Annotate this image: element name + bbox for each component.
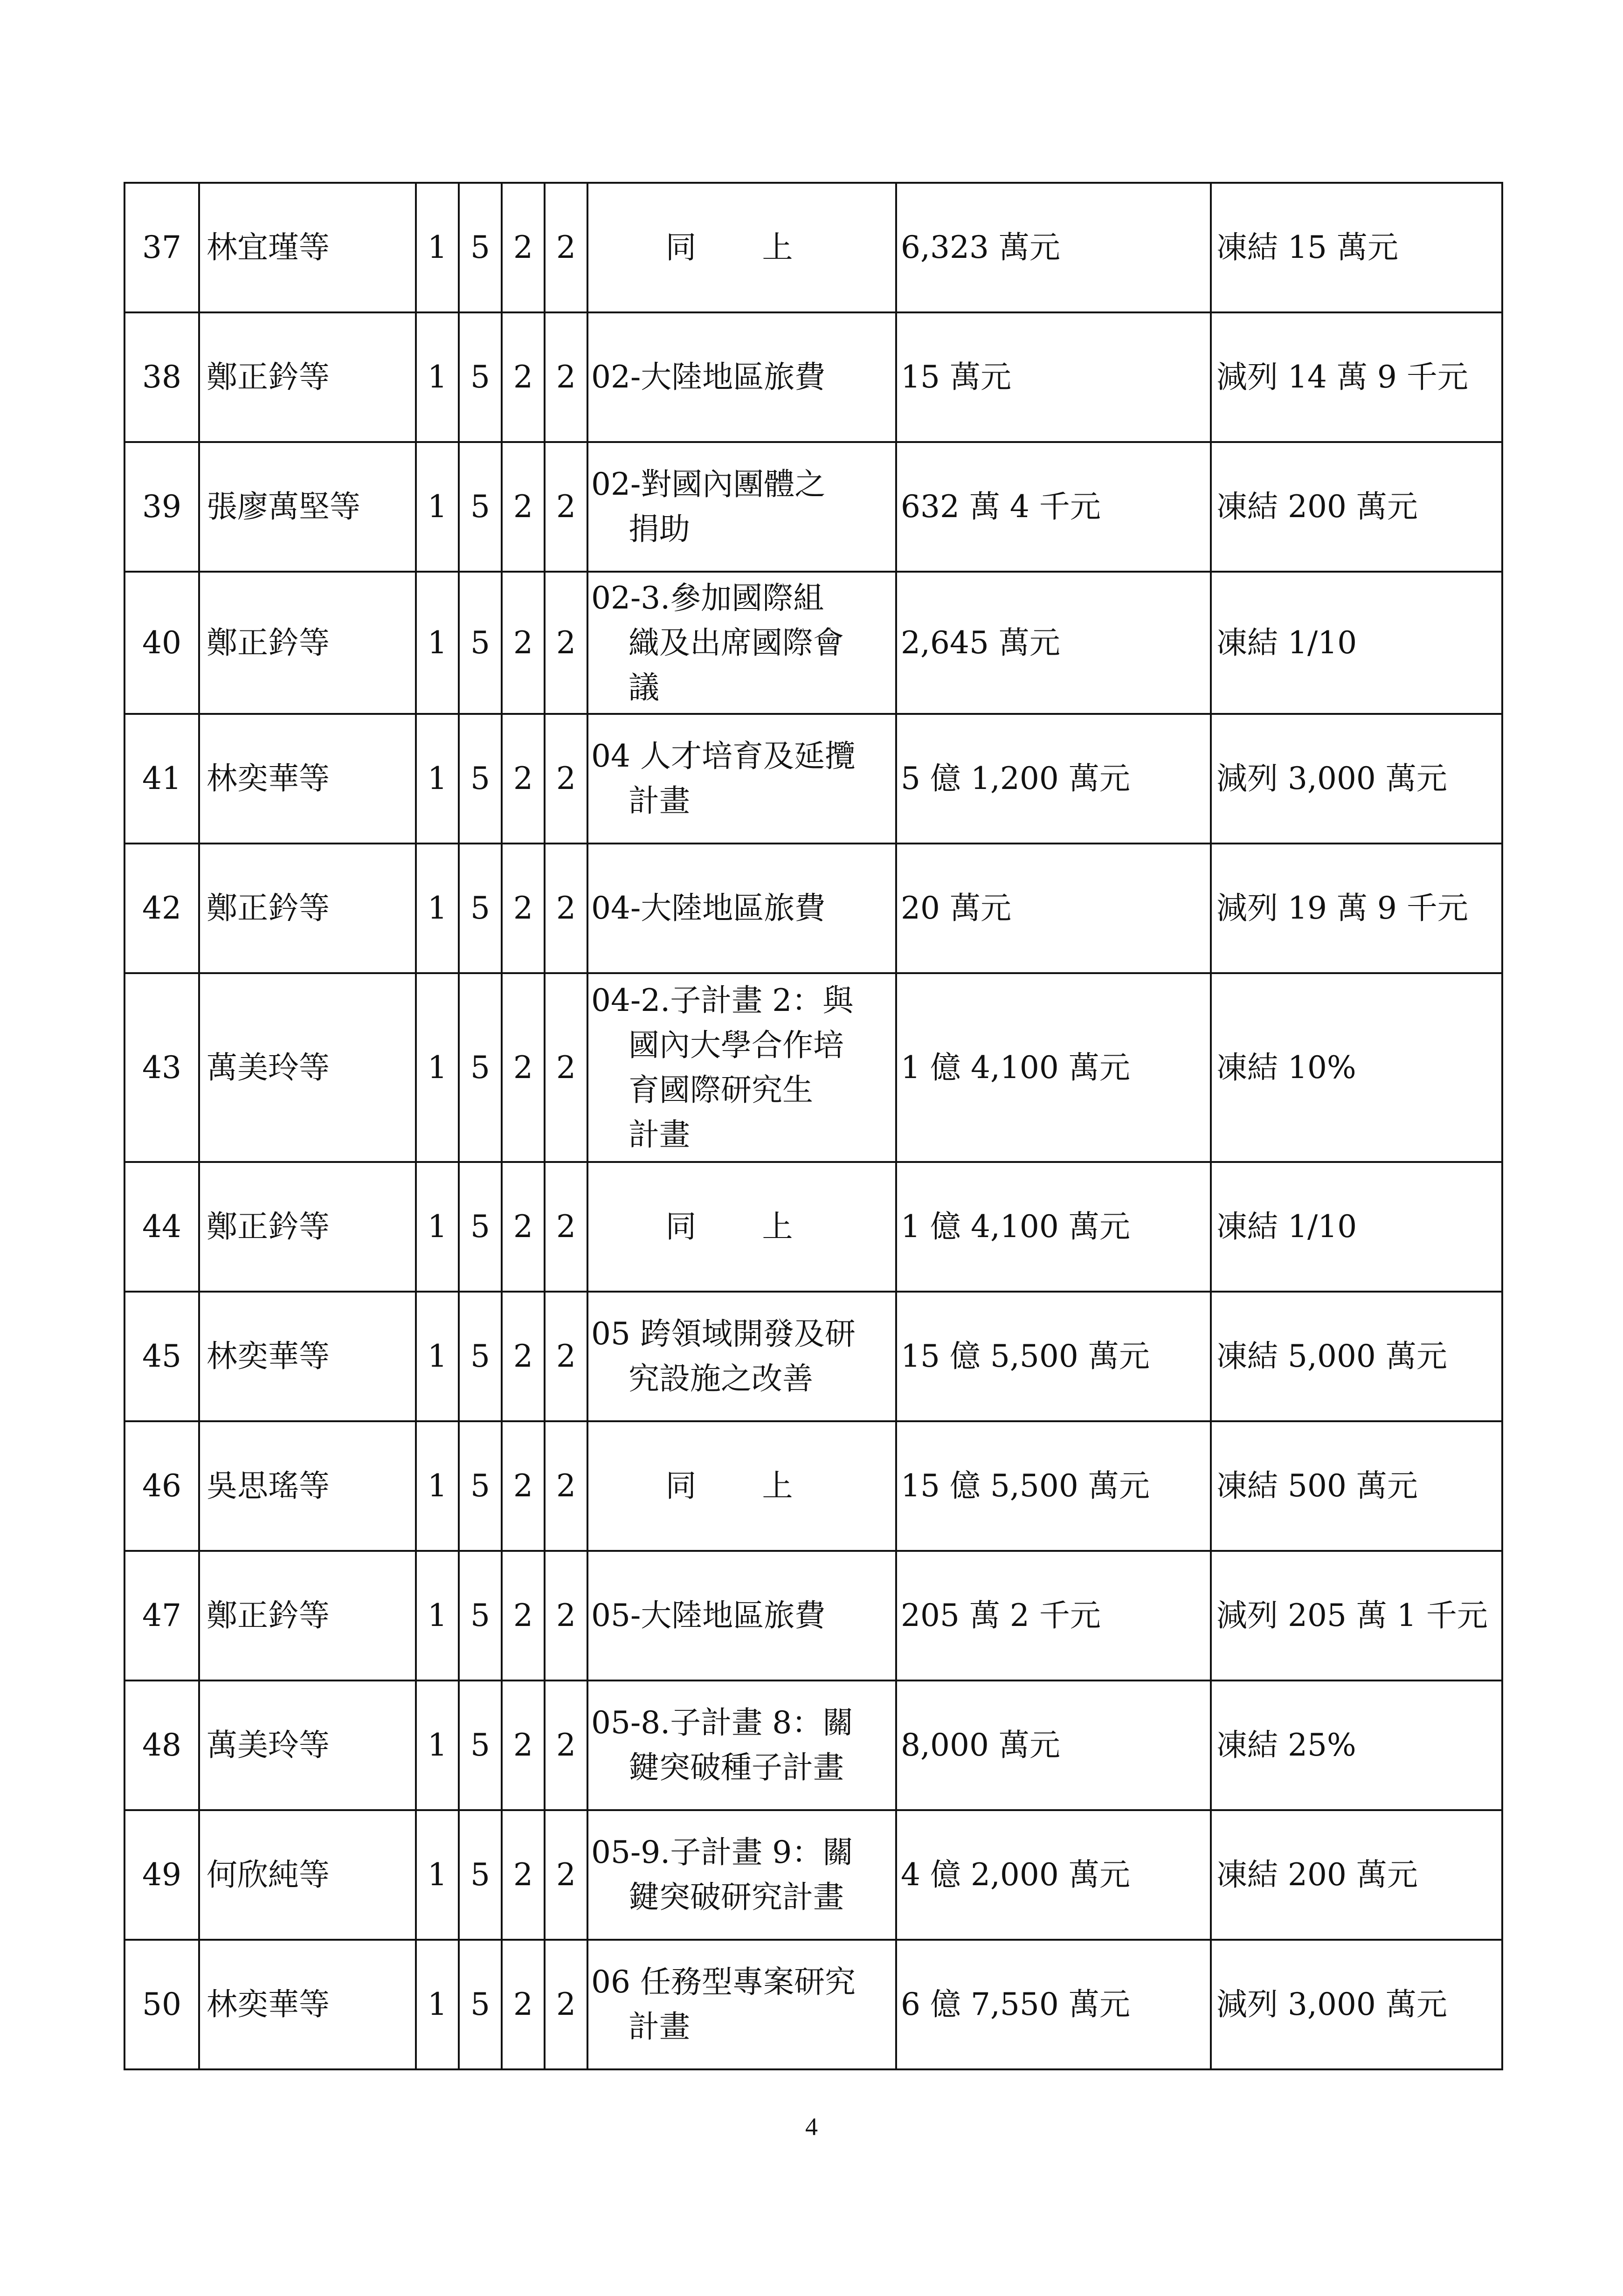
budget-amount-cell: 1 億 4,100 萬元 [896,1162,1211,1292]
proposed-action-cell: 凍結 200 萬元 [1211,1810,1502,1940]
budget-item-cell [587,183,896,312]
budget-item-line: 05 跨領域開發及研 [591,1316,856,1352]
code-digit-cell: 2 [545,1292,587,1421]
table-row [124,844,1502,973]
code-digit-cell: 5 [459,1810,502,1940]
table-body [124,183,1502,2069]
budget-amount-cell: 20 萬元 [896,844,1211,973]
code-digit-cell: 5 [459,1292,502,1421]
table-row [124,1681,1502,1810]
budget-item-line: 究設施之改善 [628,1361,813,1397]
proposer-cell: 吳思瑤等 [199,1421,416,1551]
row-number-cell: 39 [124,442,199,572]
code-digit-cell: 2 [545,1940,587,2069]
budget-amount-cell: 5 億 1,200 萬元 [896,714,1211,844]
code-digit-cell: 2 [545,1421,587,1551]
code-digit-cell: 5 [459,973,502,1162]
motion-table [124,182,1503,2070]
table-row [124,1421,1502,1551]
code-digit-cell: 1 [416,1940,459,2069]
proposed-action-cell: 凍結 25% [1211,1681,1502,1810]
proposer-cell: 鄭正鈐等 [199,572,416,714]
code-digit-cell: 2 [502,1292,545,1421]
code-digit-cell: 2 [502,442,545,572]
proposed-action-cell: 減列 3,000 萬元 [1211,714,1502,844]
code-digit-cell: 1 [416,1162,459,1292]
budget-item-cell [587,1421,896,1551]
budget-item-line: 議 [628,669,659,705]
budget-item-line: 同 上 [665,1468,821,1504]
table-row [124,312,1502,442]
budget-item-cell [587,973,896,1162]
code-digit-cell: 2 [502,312,545,442]
row-number-cell: 43 [124,973,199,1162]
budget-amount-cell: 1 億 4,100 萬元 [896,973,1211,1162]
budget-item-line: 同 上 [665,229,821,265]
budget-item-line: 02-3.參加國際組 [591,580,824,616]
budget-amount-cell: 15 億 5,500 萬元 [896,1421,1211,1551]
budget-item-cell [587,1681,896,1810]
code-digit-cell: 2 [545,183,587,312]
proposer-cell: 鄭正鈐等 [199,844,416,973]
code-digit-cell: 5 [459,312,502,442]
proposed-action-cell: 減列 19 萬 9 千元 [1211,844,1502,973]
proposed-action-cell: 凍結 1/10 [1211,572,1502,714]
budget-item-cell [587,1810,896,1940]
proposer-cell: 萬美玲等 [199,973,416,1162]
row-number-cell: 48 [124,1681,199,1810]
budget-item-line: 05-8.子計畫 8：關 [591,1705,854,1741]
row-number-cell: 49 [124,1810,199,1940]
budget-item-cell [587,1292,896,1421]
budget-amount-cell: 205 萬 2 千元 [896,1551,1211,1681]
code-digit-cell: 2 [502,572,545,714]
proposer-cell: 林奕華等 [199,1940,416,2069]
proposer-cell: 林奕華等 [199,714,416,844]
proposed-action-cell: 減列 205 萬 1 千元 [1211,1551,1502,1681]
code-digit-cell: 5 [459,1940,502,2069]
budget-item-line: 04-2.子計畫 2：與 [591,982,854,1018]
row-number-cell: 45 [124,1292,199,1421]
proposed-action-cell: 凍結 5,000 萬元 [1211,1292,1502,1421]
budget-item-line: 計畫 [628,2009,690,2045]
table-row [124,973,1502,1162]
budget-item-line: 04-大陸地區旅費 [591,890,826,926]
code-digit-cell: 2 [502,1681,545,1810]
row-number-cell: 38 [124,312,199,442]
row-number-cell: 44 [124,1162,199,1292]
table-row [124,1940,1502,2069]
proposer-cell: 鄭正鈐等 [199,1162,416,1292]
proposer-cell: 林奕華等 [199,1292,416,1421]
budget-item-cell [587,844,896,973]
proposer-cell: 鄭正鈐等 [199,312,416,442]
budget-item-line: 鍵突破研究計畫 [628,1879,844,1915]
code-digit-cell: 5 [459,1162,502,1292]
row-number-cell: 46 [124,1421,199,1551]
budget-item-line: 02-大陸地區旅費 [591,359,826,395]
budget-amount-cell: 632 萬 4 千元 [896,442,1211,572]
code-digit-cell: 1 [416,442,459,572]
code-digit-cell: 2 [502,1940,545,2069]
code-digit-cell: 2 [502,844,545,973]
proposer-cell: 鄭正鈐等 [199,1551,416,1681]
budget-item-cell [587,714,896,844]
table-row [124,572,1502,714]
budget-item-line: 05-大陸地區旅費 [591,1598,826,1633]
budget-amount-cell: 15 萬元 [896,312,1211,442]
budget-item-cell [587,1551,896,1681]
page-number: 4 [805,2113,818,2141]
table-row [124,183,1502,312]
budget-item-line: 05-9.子計畫 9：關 [591,1834,854,1870]
code-digit-cell: 2 [502,183,545,312]
row-number-cell: 47 [124,1551,199,1681]
budget-item-line: 鍵突破種子計畫 [628,1750,844,1785]
code-digit-cell: 2 [502,1810,545,1940]
code-digit-cell: 5 [459,1421,502,1551]
budget-item-line: 04 人才培育及延攬 [591,738,856,774]
code-digit-cell: 2 [502,714,545,844]
table-row [124,1162,1502,1292]
budget-item-cell [587,312,896,442]
proposer-cell: 萬美玲等 [199,1681,416,1810]
row-number-cell: 37 [124,183,199,312]
code-digit-cell: 2 [545,844,587,973]
proposer-cell: 林宜瑾等 [199,183,416,312]
table-row [124,442,1502,572]
row-number-cell: 41 [124,714,199,844]
code-digit-cell: 1 [416,1292,459,1421]
code-digit-cell: 2 [545,1681,587,1810]
code-digit-cell: 1 [416,1551,459,1681]
proposed-action-cell: 凍結 500 萬元 [1211,1421,1502,1551]
proposed-action-cell: 減列 3,000 萬元 [1211,1940,1502,2069]
proposed-action-cell: 凍結 200 萬元 [1211,442,1502,572]
code-digit-cell: 2 [545,312,587,442]
budget-item-cell [587,1940,896,2069]
budget-item-line: 捐助 [628,511,690,547]
proposed-action-cell: 凍結 15 萬元 [1211,183,1502,312]
code-digit-cell: 2 [545,973,587,1162]
table-row [124,1810,1502,1940]
code-digit-cell: 2 [545,714,587,844]
code-digit-cell: 2 [502,1421,545,1551]
budget-item-line: 計畫 [628,1116,690,1153]
code-digit-cell: 2 [545,1162,587,1292]
row-number-cell: 50 [124,1940,199,2069]
row-number-cell: 42 [124,844,199,973]
code-digit-cell: 2 [545,572,587,714]
budget-amount-cell: 4 億 2,000 萬元 [896,1810,1211,1940]
budget-item-line: 國內大學合作培 [628,1027,844,1063]
budget-amount-cell: 8,000 萬元 [896,1681,1211,1810]
code-digit-cell: 5 [459,1551,502,1681]
budget-item-cell [587,442,896,572]
budget-amount-cell: 6 億 7,550 萬元 [896,1940,1211,2069]
code-digit-cell: 2 [502,1162,545,1292]
code-digit-cell: 5 [459,183,502,312]
row-number-cell: 40 [124,572,199,714]
budget-item-cell [587,572,896,714]
budget-amount-cell: 15 億 5,500 萬元 [896,1292,1211,1421]
table-row [124,1292,1502,1421]
budget-amount-cell: 6,323 萬元 [896,183,1211,312]
code-digit-cell: 2 [545,1551,587,1681]
code-digit-cell: 1 [416,183,459,312]
code-digit-cell: 1 [416,1681,459,1810]
budget-item-line: 計畫 [628,783,690,819]
code-digit-cell: 1 [416,1810,459,1940]
code-digit-cell: 2 [545,442,587,572]
code-digit-cell: 2 [502,973,545,1162]
budget-item-line: 織及出席國際會 [628,624,844,661]
budget-item-line: 06 任務型專案研究 [591,1964,856,2000]
code-digit-cell: 5 [459,714,502,844]
code-digit-cell: 1 [416,1421,459,1551]
proposer-cell: 張廖萬堅等 [199,442,416,572]
budget-amount-cell: 2,645 萬元 [896,572,1211,714]
budget-item-line: 02-對國內團體之 [591,466,826,502]
budget-item-line: 育國際研究生 [628,1072,813,1108]
table-row [124,714,1502,844]
code-digit-cell: 2 [545,1810,587,1940]
code-digit-cell: 1 [416,973,459,1162]
code-digit-cell: 5 [459,1681,502,1810]
budget-item-line: 同 上 [665,1209,821,1245]
proposed-action-cell: 凍結 1/10 [1211,1162,1502,1292]
proposed-action-cell: 減列 14 萬 9 千元 [1211,312,1502,442]
proposed-action-cell: 凍結 10% [1211,973,1502,1162]
code-digit-cell: 1 [416,312,459,442]
code-digit-cell: 1 [416,844,459,973]
table-row [124,1551,1502,1681]
proposer-cell: 何欣純等 [199,1810,416,1940]
code-digit-cell: 5 [459,844,502,973]
code-digit-cell: 1 [416,572,459,714]
code-digit-cell: 5 [459,442,502,572]
code-digit-cell: 1 [416,714,459,844]
code-digit-cell: 2 [502,1551,545,1681]
code-digit-cell: 5 [459,572,502,714]
budget-item-cell [587,1162,896,1292]
